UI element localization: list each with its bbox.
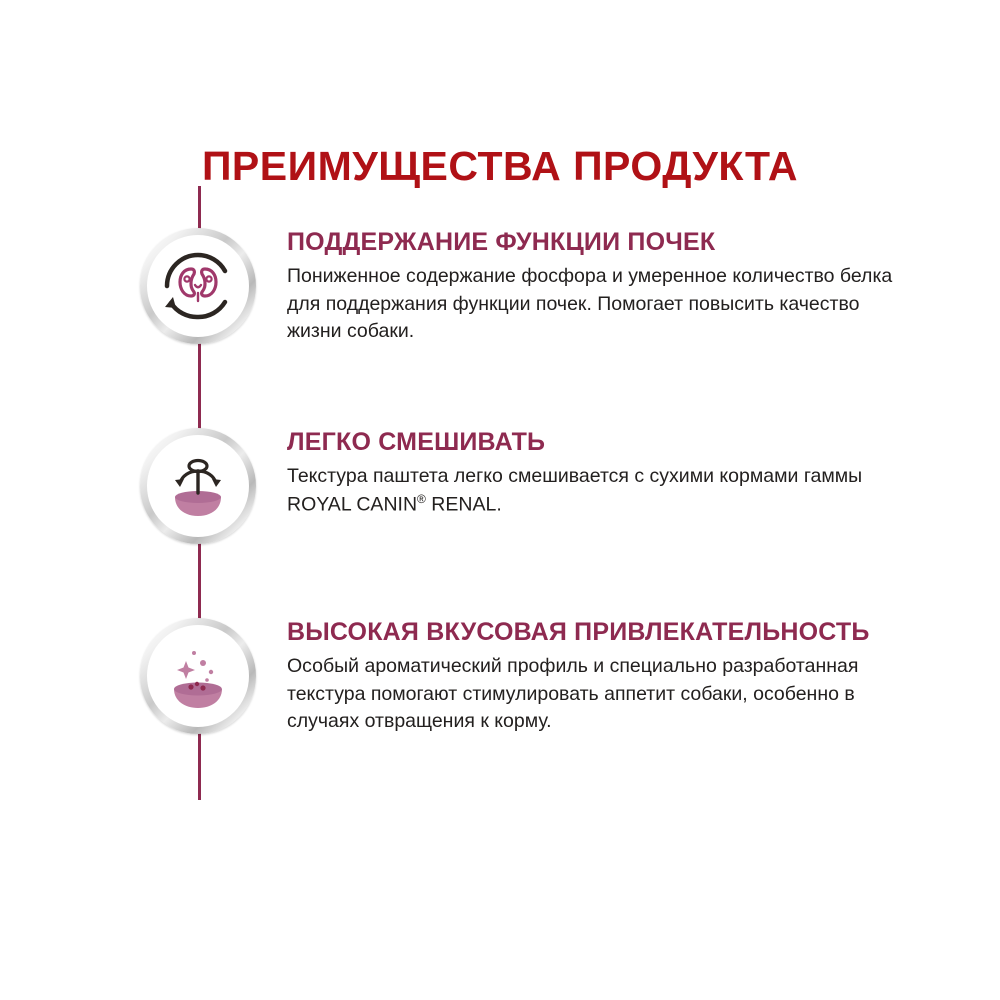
benefit-body <box>287 463 907 519</box>
benefit-body-part2: RENAL. <box>425 493 502 516</box>
benefit-text-block <box>287 618 927 736</box>
benefit-title: ЛЕГКО СМЕШИВАТЬ <box>287 428 546 456</box>
aroma-bowl-icon <box>147 625 249 727</box>
registered-mark: ® <box>417 491 426 506</box>
benefit-body: Особый ароматический профиль и специально разработанная текстура помогают стимулировать аппетит собаки, особенно в случаях отвращения к корму. <box>287 655 859 733</box>
mixing-bowl-icon-badge <box>140 428 256 544</box>
benefit-text-block <box>287 428 927 519</box>
mixing-bowl-icon <box>147 435 249 537</box>
kidney-icon <box>147 235 249 337</box>
benefit-body-part1: Текстура паштета легко смешивается с сухими кормами гаммы ROYAL CANIN <box>287 465 863 516</box>
aroma-bowl-icon-badge <box>140 618 256 734</box>
kidney-icon-badge <box>140 228 256 344</box>
benefit-body: Пониженное содержание фосфора и умеренное количество белка для поддержания функции почек. Помогает повысить качество жизни собаки. <box>287 265 893 343</box>
benefit-text-block <box>287 228 927 346</box>
benefit-title: ВЫСОКАЯ ВКУСОВАЯ ПРИВЛЕКАТЕЛЬНОСТЬ <box>287 618 870 646</box>
page-title: ПРЕИМУЩЕСТВА ПРОДУКТА <box>201 143 799 190</box>
benefit-title: ПОДДЕРЖАНИЕ ФУНКЦИИ ПОЧЕК <box>287 228 716 256</box>
